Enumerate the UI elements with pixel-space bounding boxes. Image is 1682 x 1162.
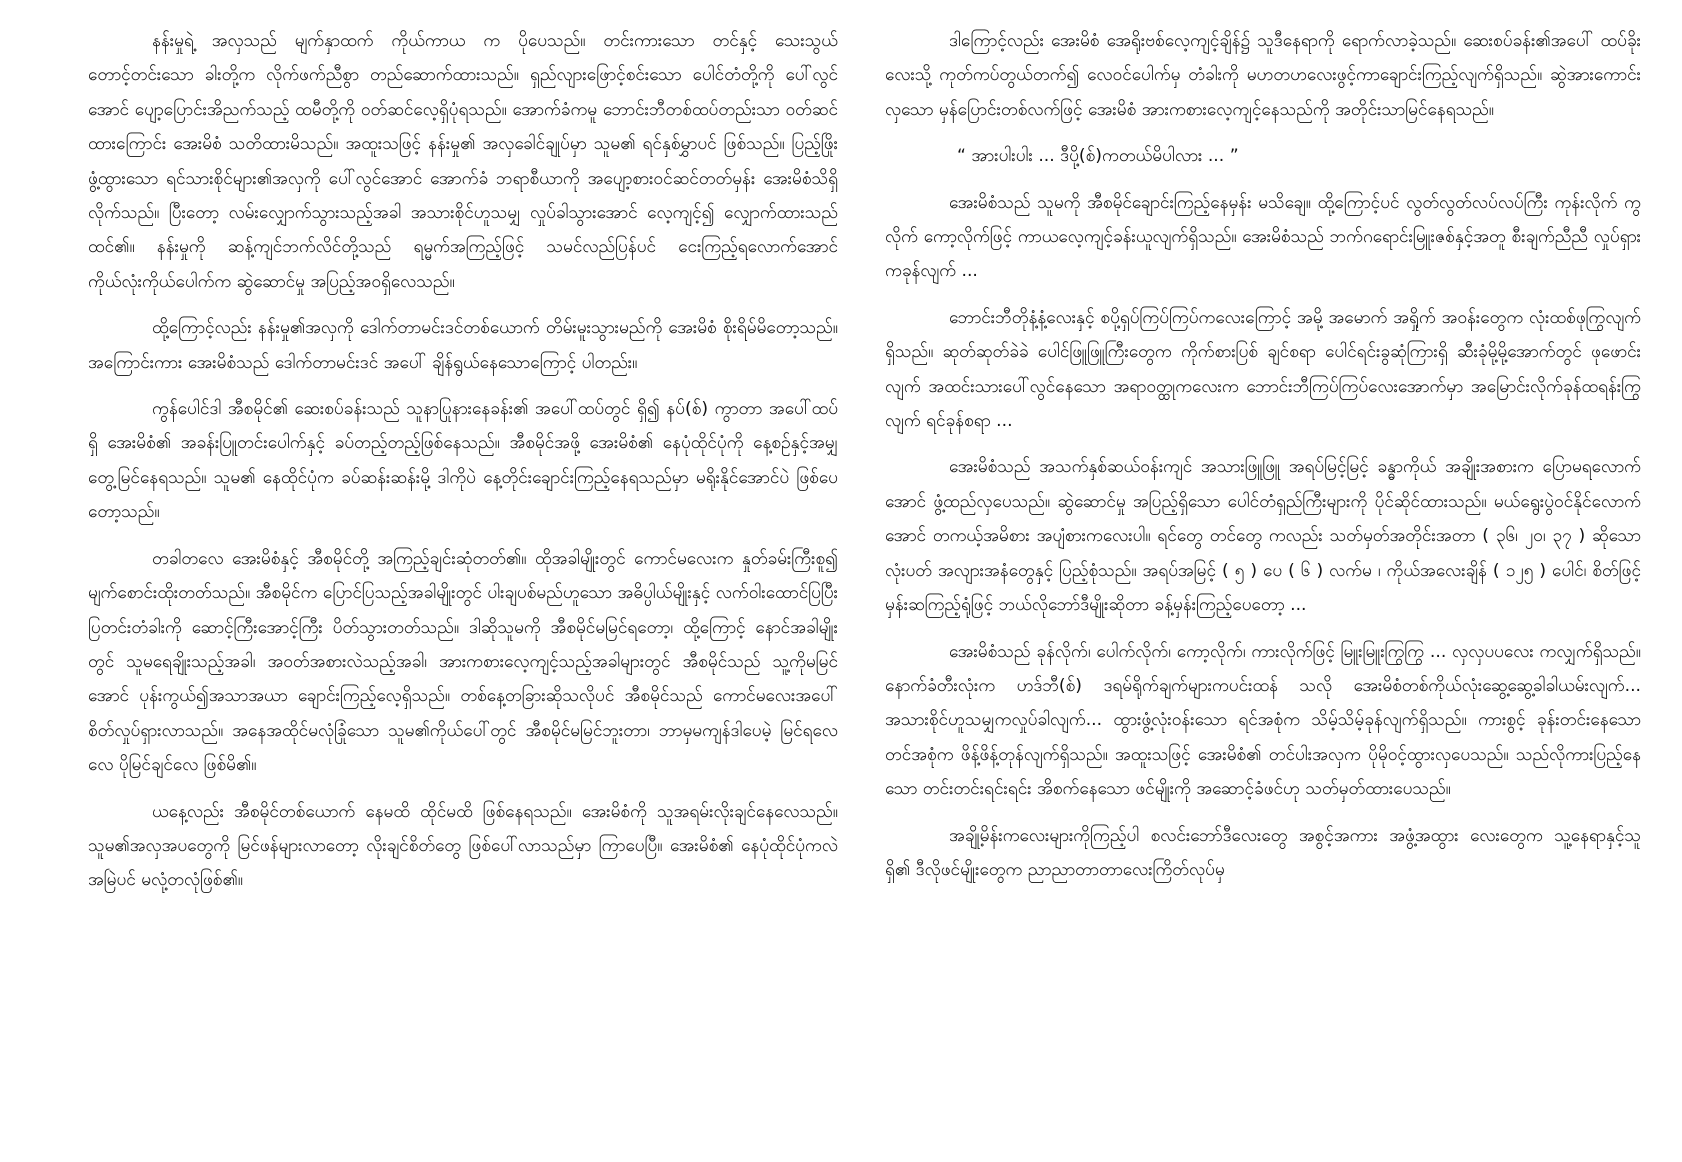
right-paragraph-3: ဘောင်းဘီတိုနံ့နံ့လေးနှင့် စပို့ရှပ်ကြပ်ကြပ်ကလေးကြောင့် အမို့ အမောက် အရှိုက် အဝန်းတွေက လုံးထစ်ဖုကြွလျက်ရှိသည်။ ဆုတ်ဆုတ်ခဲခဲ ပေါင်ဖြူဖြူကြီးတွေက ကိုက်စားပြစ် ချင်စရာ ပေါင်ရင်းခွဆုံကြားရှိ ဆီးခုံမို့မို့အောက်တွင် ဖုဖောင်းလျက် အထင်းသားပေါ်လွင်နေသော အရာဝတ္ထုကလေးက ဘောင်းဘီကြပ်ကြပ်လေးအောက်မှာ အမြောင်းလိုက်ခုန်ထရန်းကြွလျက် ရင်ခုန်စရာ ...	[885, 307, 1641, 432]
right-paragraph-5: အေးမိစံသည် ခုန်လိုက်၊ ပေါက်လိုက်၊ ကော့လိုက်၊ ကားလိုက်ဖြင့် မြူးမြူးကြွကြွ ... လှလှပပလေး ကလျှက်ရှိသည်။ နောက်ခံတီးလုံးက ဟဒ်ဘီ(စ်) ဒရမ်ရိုက်ချက်များကပင်းထန် သလို အေးမိစံတစ်ကိုယ်လုံးဆွေ့ဆွေ့ခါခါယမ်းလျက်... အသားစိုင်ဟူသမျှကလှုပ်ခါလျက်... ထွားဖွံ့လုံးဝန်းသော ရင်အစုံက သိမ့်သိမ့်ခုန်လျက်ရှိသည်။ ကားစွင့် ခုန်းတင်းနေသော တင်အစုံက ဖိန့်ဖိန့်တုန်လျက်ရှိသည်။ အထူးသဖြင့် အေးမိစံ၏ တင်ပါးအလှက ပိုမိုဝင့်ထွားလှပေသည်။ သည်လိုကားပြည့်နေသော တင်းတင်းရင်းရင်း အိစက်နေသော ဖင်မျိုးကို အဆောင့်ခံဖင်ဟု သတ်မှတ်ထားပေသည်။	[885, 641, 1641, 800]
left-paragraph-1: နန်းမှုရဲ့ အလှသည် မျက်နှာထက် ကိုယ်ကာယ က ပိုပေသည်။ တင်းကားသော တင်နှင့် သေးသွယ်တောင့်တင်းသော ခါးတို့က လိုက်ဖက်ညီစွာ တည်ဆောက်ထားသည်။ ရှည်လျားဖြောင့်စင်းသော ပေါင်တံတို့ကို ပေါ်လွင်အောင် ပျော့ပြောင်းအိညက်သည့် ထမီတို့ကို ဝတ်ဆင်လေ့ရှိပုံရသည်။ အောက်ခံကမူ ဘောင်းဘီတစ်ထပ်တည်းသာ ဝတ်ဆင်ထားကြောင်း အေးမိစံ သတိထားမိသည်။ အထူးသဖြင့် နန်းမှု၏ အလှခေါင်ချုပ်မှာ သူမ၏ ရင်နှစ်မွှာပင် ဖြစ်သည်။ ပြည့်ဖြိုးဖွံ့ထွားသော ရင်သားစိုင်များ၏အလှကို ပေါ်လွင်အောင် အောက်ခံ ဘရာစီယာကို အပျော့စားဝင်ဆင်တတ်မှန်း အေးမိစံသိရှိလိုက်သည်။ ပြီးတော့ လမ်းလျှောက်သွားသည့်အခါ အသားစိုင်ဟူသမျှ လှုပ်ခါသွားအောင် လေ့ကျင့်၍ လျှောက်ထားသည် ထင်၏။ နန်းမှုကို ဆန့်ကျင်ဘက်လိင်တို့သည် ရမ္မက်အကြည့်ဖြင့် သမင်လည်ပြန်ပင် ငေးကြည့်ရလောက်အောင် ကိုယ်လုံးကိုယ်ပေါက်က ဆွဲဆောင်မှု အပြည့်အဝရှိလေသည်။	[88, 31, 838, 292]
left-paragraph-4: တခါတလေ အေးမိစံနှင့် အီစမိုင်တို့ အကြည့်ချင်းဆုံတတ်၏။ ထိုအခါမျိုးတွင် ကောင်မလေးက နှုတ်ခမ်းကြီးစူ၍ မျက်စောင်းထိုးတတ်သည်။ အီစမိုင်က ပြောင်ပြသည့်အခါမျိုးတွင် ပါးချပစ်မည်ဟူသော အဓိပ္ပါယ်မျိုးနှင့် လက်ဝါးထောင်ပြပြီး ပြတင်းတံခါးကို ဆောင့်ကြီးအောင့်ကြီး ပိတ်သွားတတ်သည်။ ဒါဆိုသူမကို အီစမိုင်မမြင်ရတော့၊ ထို့ကြောင့် နောင်အခါမျိုးတွင် သူမရေချိုးသည့်အခါ၊ အဝတ်အစားလဲသည့်အခါ၊ အားကစားလေ့ကျင့်သည့်အခါများတွင် အီစမိုင်သည် သူ့ကိုမမြင်အောင် ပုန်းကွယ်၍အသာအယာ ချောင်းကြည့်လေ့ရှိသည်။ တစ်နေ့တခြားဆိုသလိုပင် အီစမိုင်သည် ကောင်မလေးအပေါ် စိတ်လှုပ်ရှားလာသည်။ အနေအထိုင်မလုံခြုံသော သူမ၏ကိုယ်ပေါ်တွင် အီစမိုင်မမြင်ဘူးတာ၊ ဘာမှမကျန်ဒါပေမဲ့ မြင်ရလေလေ ပိုမြင်ချင်လေ ဖြစ်မိ၏။	[88, 548, 838, 776]
left-paragraph-2: ထို့ကြောင့်လည်း နန်းမှု၏အလှကို ဒေါက်တာမင်းဒင်တစ်ယောက် တိမ်းမူးသွားမည်ကို အေးမိစံ စိုးရိမ်မိတော့သည်။ အကြောင်းကား အေးမိစံသည် ဒေါက်တာမင်းဒင် အပေါ် ချိန်ရွယ်နေသောကြောင့် ပါတည်း။	[88, 318, 838, 373]
right-paragraph-6: အချို့မိန်းကလေးများကိုကြည့်ပါ စလင်းဘော်ဒီလေးတွေ အစွင့်အကား အဖွံ့အထွား လေးတွေက သူ့နေရာနှင့်သူ ရှိ၏ ဒီလိုဖင်မျိုးတွေက ညာညာတာတာလေးကြိတ်လုပ်မှ	[885, 825, 1641, 880]
left-page	[88, 24, 838, 910]
right-page	[885, 24, 1641, 899]
right-quote: “ အားပါးပါး ... ဒီပို့(စ်)ကတယ်မိပါလား ... ”	[957, 146, 1239, 167]
right-paragraph-1: ဒါကြောင့်လည်း အေးမိစံ အေရိုးဗစ်လေ့ကျင့်ချိန်၌ သူဒီနေရာကို ရောက်လာခဲ့သည်။ ဆေးစပ်ခန်း၏အပေါ် ထပ်ခိုးလေးသို့ ကုတ်ကပ်တွယ်တက်၍ လေဝင်ပေါက်မှ တံခါးကို မဟတဟလေးဖွင့်ကာချောင်းကြည့်လျက်ရှိသည်။ ဆွဲအားကောင်းလှသော မှန်ပြောင်းတစ်လက်ဖြင့် အေးမိစံ အားကစားလေ့ကျင့်နေသည်ကို အတိုင်းသာမြင်နေရသည်။	[885, 31, 1641, 120]
right-paragraph-2: အေးမိစံသည် သူမကို အီစမိုင်ချောင်းကြည့်နေမှန်း မသိချေ။ ထို့ကြောင့်ပင် လွတ်လွတ်လပ်လပ်ကြီး ကုန်းလိုက် ကွလိုက် ကော့လိုက်ဖြင့် ကာယလေ့ကျင့်ခန်းယူလျက်ရှိသည်။ အေးမိစံသည် ဘက်ဂရောင်းမြူးဇစ်နှင့်အတူ စီးချက်ညီညီ လှုပ်ရှားကခုန်လျက် ...	[885, 192, 1641, 282]
left-paragraph-5: ယနေ့လည်း အီစမိုင်တစ်ယောက် နေမထိ ထိုင်မထိ ဖြစ်နေရသည်။ အေးမိစံကို သူအရမ်းလိုးချင်နေလေသည်။ သူမ၏အလှအပတွေကို မြင်ဖန်များလာတော့ လိုးချင်စိတ်တွေ ဖြစ်ပေါ်လာသည်မှာ ကြာပေပြီ။ အေးမိစံ၏ နေပုံထိုင်ပုံကလဲ အမြဲပင် မလုံ့တလုံဖြစ်၏။	[88, 801, 838, 891]
right-paragraph-4: အေးမိစံသည် အသက်နှစ်ဆယ်ဝန်းကျင် အသားဖြူဖြူ အရပ်မြင့်မြင့် ခန္ဓာကိုယ် အချိုးအစားက ပြောမရလောက်အောင် ဖွံ့ထည်လှပေသည်။ ဆွဲဆောင်မှု အပြည့်ရှိသော ပေါင်တံရှည်ကြီးများကို ပိုင်ဆိုင်ထားသည်။ မယ်ရွေးပွဲဝင်နိုင်လောက်အောင် တကယ့်အမိစား အပျံစားကလေးပါ။ ရင်တွေ တင်တွေ ကလည်း သတ်မှတ်အတိုင်းအတာ ( ၃၆၊ ၂၀၊ ၃၇ ) ဆိုသော လုံးပတ် အလျားအနံတွေနှင့် ပြည့်စုံသည်။ အရပ်အမြင့် ( ၅ ) ပေ ( ၆ ) လက်မ ၊ ကိုယ်အလေးချိန် ( ၁၂၅ ) ပေါင်၊ စိတ်ဖြင့် မှန်းဆကြည့်ရုံဖြင့် ဘယ်လိုဘော်ဒီမျိုးဆိုတာ ခန့်မှန်းကြည့်ပေတော့ ...	[885, 457, 1641, 616]
left-paragraph-3: ကွန်ပေါင်ဒါ အီစမိုင်၏ ဆေးစပ်ခန်းသည် သူနာပြုနားနေခန်း၏ အပေါ်ထပ်တွင် ရှိ၍ နပ်(စ်) ကွာတာ အပေါ်ထပ်ရှိ အေးမိစံ၏ အခန်းပြူတင်းပေါက်နှင့် ခပ်တည့်တည့်ဖြစ်နေသည်။ အီစမိုင်အဖို့ အေးမိစံ၏ နေပုံထိုင်ပုံကို နေ့စဉ်နှင့်အမျှ တွေ့မြင်နေရသည်။ သူမ၏ နေထိုင်ပုံက ခပ်ဆန်းဆန်းမို့ ဒါကိုပဲ နေ့တိုင်းချောင်းကြည့်နေရသည်မှာ မရိုးနိုင်အောင်ပဲ ဖြစ်ပေတော့သည်။	[88, 399, 838, 523]
